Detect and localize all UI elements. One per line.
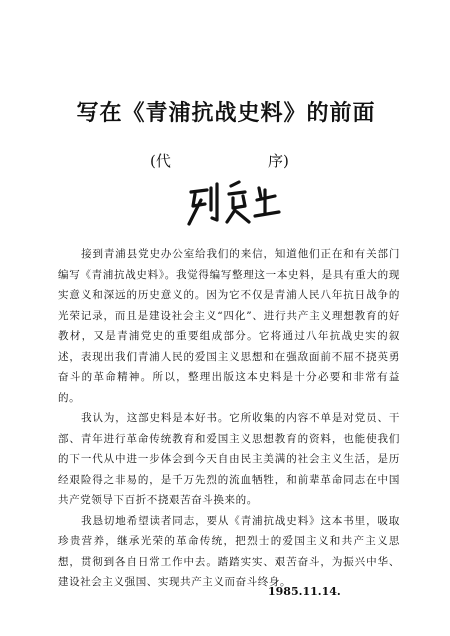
handwritten-signature — [183, 180, 283, 228]
paragraph: 我认为，这部史料是本好书。它所收集的内容不单是对党员、干部、青年进行革命传统教育和爱国主义思想教育的资料，也能使我们的下一代从中进一步体会到今天自由民主美满的社会主义生活，是历经艰险得之非易的，是千万先烈的流血牺牲，和前辈革命同志在中国共产党领导下百折不挠艰苦奋斗换来的。 — [58, 412, 400, 506]
date: 1985.11.14. — [268, 585, 341, 598]
paragraph: 接到青浦县党史办公室给我们的来信，知道他们正在和有关部门编写《青浦抗战史料》。我觉得编写整理这一本史料，是具有重大的现实意义和深远的历史意义的。因为它不仅是青浦人民八年抗日战争的光荣记录，而且是建设社会主义“四化”、进行共产主义理想教育的好教材，又是青浦党史的重要组成部分。它将通过八年抗战史实的叙述，表现出我们青浦人民的爱国主义思想和在强敌面前不屈不挠英勇奋斗的革命精神。所以，整理出版这本史料是十分必要和非常有益的。 — [58, 248, 400, 404]
subtitle-open: (代 — [150, 152, 171, 170]
page-title: 写在《青浦抗战史料》的前面 — [76, 101, 376, 126]
subtitle-close: 序) — [268, 152, 289, 170]
paragraph: 我恳切地希望读者同志，要从《青浦抗战史料》这本书里，吸取珍贵营养，继承光荣的革命传统，把烈士的爱国主义和共产主义思想，贯彻到各自日常工作中去。踏踏实实、艰苦奋斗，为振兴中华、建设社会主义强国、实现共产主义而奋斗终身。 — [58, 514, 400, 588]
body-text — [58, 244, 400, 593]
